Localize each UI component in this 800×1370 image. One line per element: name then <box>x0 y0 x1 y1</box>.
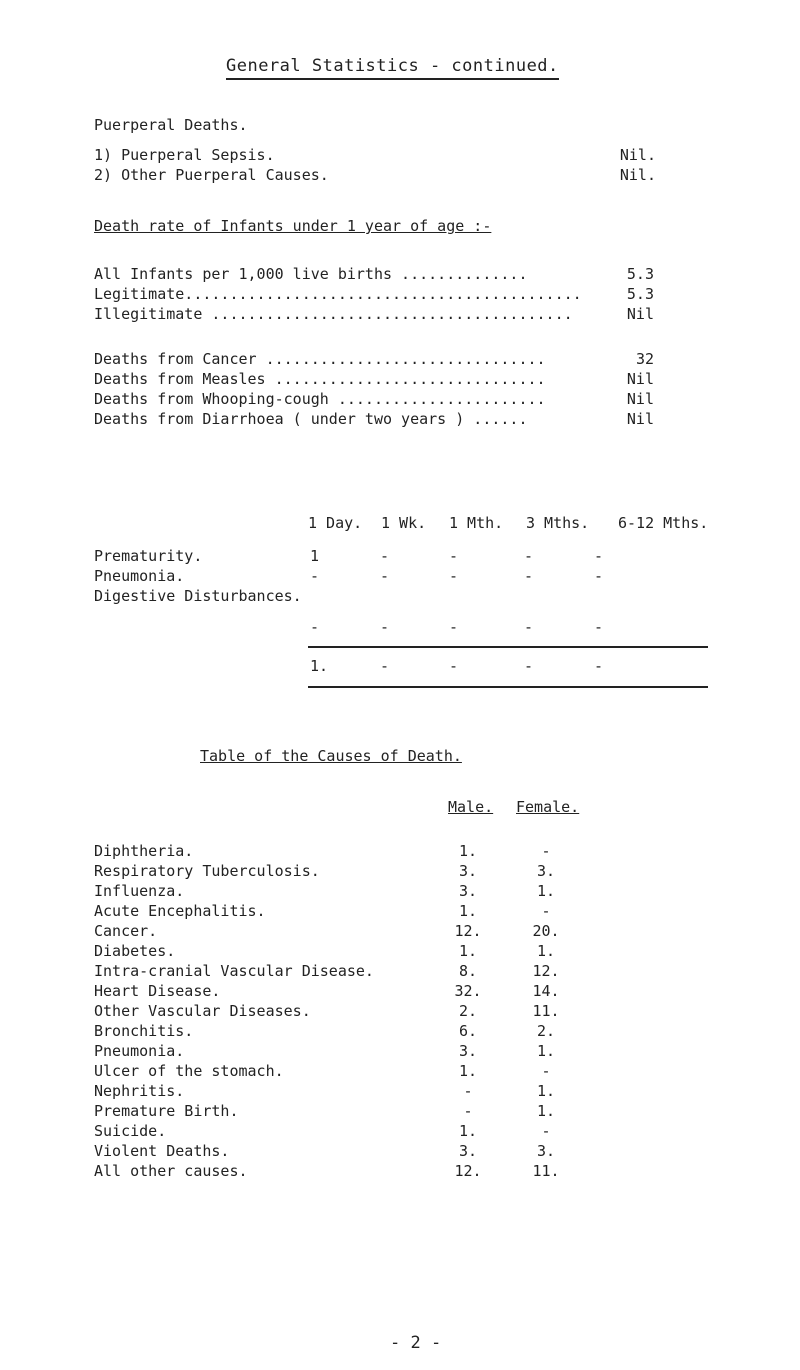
age-cell: - <box>524 547 534 565</box>
causes-heading: Table of the Causes of Death. <box>200 747 462 765</box>
male-count: 2. <box>458 1002 478 1020</box>
male-count: 3. <box>458 862 478 880</box>
male-count: 8. <box>458 962 478 980</box>
cause-label: Other Vascular Diseases. <box>94 1002 311 1020</box>
age-cell: - <box>380 567 390 585</box>
male-count: - <box>463 1082 473 1100</box>
table-row <box>94 1142 654 1162</box>
male-count: 32. <box>454 982 482 1000</box>
female-count: 11. <box>532 1162 560 1180</box>
table-row <box>94 1162 654 1182</box>
table-row <box>94 882 654 902</box>
age-column-header: 1 Day. <box>308 514 363 532</box>
infant-rate-value: 5.3 <box>626 265 654 283</box>
puerperal-label: 1) Puerperal Sepsis. <box>94 146 275 164</box>
male-count: 12. <box>454 922 482 940</box>
female-count: 20. <box>532 922 560 940</box>
female-count: 1. <box>536 1102 556 1120</box>
age-column-header: 1 Mth. <box>449 514 504 532</box>
female-count: 2. <box>536 1022 556 1040</box>
puerperal-heading: Puerperal Deaths. <box>94 116 248 134</box>
table-row <box>94 962 654 982</box>
table-row <box>94 1082 654 1102</box>
cause-label: Influenza. <box>94 882 185 900</box>
cause-label: Violent Deaths. <box>94 1142 230 1160</box>
cause-label: Premature Birth. <box>94 1102 239 1120</box>
male-count: 1. <box>458 1062 478 1080</box>
cause-label: Pneumonia. <box>94 1042 185 1060</box>
table-row <box>94 942 654 962</box>
causes-col-female: Female. <box>516 798 580 816</box>
female-count: 3. <box>536 862 556 880</box>
age-total: 1. <box>310 657 329 675</box>
age-cell: - <box>380 618 390 636</box>
male-count: - <box>463 1102 473 1120</box>
male-count: 3. <box>458 1042 478 1060</box>
causes-col-male: Male. <box>448 798 494 816</box>
female-count: 12. <box>532 962 560 980</box>
female-count: - <box>541 902 551 920</box>
male-count: 3. <box>458 1142 478 1160</box>
deaths-from-value: 32 <box>635 350 654 368</box>
puerperal-value: Nil. <box>619 166 656 184</box>
cause-label: Nephritis. <box>94 1082 185 1100</box>
table-row <box>94 1022 654 1042</box>
age-row-label: Prematurity. <box>94 547 203 565</box>
deaths-from-label: Deaths from Measles .............................. <box>94 370 546 388</box>
age-cell: - <box>594 618 604 636</box>
cause-label: Diphtheria. <box>94 842 194 860</box>
female-count: - <box>541 842 551 860</box>
infant-rate-label: All Infants per 1,000 live births .............. <box>94 265 528 283</box>
table-row <box>94 1062 654 1082</box>
infant-rate-label: Illegitimate ........................................ <box>94 305 573 323</box>
age-total: - <box>524 657 534 675</box>
puerperal-label: 2) Other Puerperal Causes. <box>94 166 329 184</box>
table-rule <box>308 686 708 688</box>
age-cell: - <box>449 618 459 636</box>
cause-label: Ulcer of the stomach. <box>94 1062 284 1080</box>
deaths-from-label: Deaths from Diarrhoea ( under two years ) ...... <box>94 410 528 428</box>
page-number: - 2 - <box>390 1333 442 1353</box>
age-cell: - <box>524 618 534 636</box>
puerperal-value: Nil. <box>619 146 656 164</box>
deaths-from-value: Nil <box>626 390 654 408</box>
female-count: 1. <box>536 1082 556 1100</box>
age-cell: - <box>524 567 534 585</box>
age-total: - <box>594 657 604 675</box>
cause-label: All other causes. <box>94 1162 248 1180</box>
age-cell: - <box>594 547 604 565</box>
age-cell: - <box>310 567 320 585</box>
cause-label: Cancer. <box>94 922 158 940</box>
age-row-label: Pneumonia. <box>94 567 185 585</box>
deaths-from-label: Deaths from Cancer ............................... <box>94 350 546 368</box>
female-count: 1. <box>536 1042 556 1060</box>
age-cell: - <box>594 567 604 585</box>
male-count: 1. <box>458 942 478 960</box>
infant-rate-value: Nil <box>626 305 654 323</box>
age-cell: - <box>310 618 320 636</box>
infant-rate-heading: Death rate of Infants under 1 year of age :- <box>94 217 492 235</box>
female-count: - <box>541 1062 551 1080</box>
table-row <box>94 842 654 862</box>
age-cell: - <box>380 547 390 565</box>
age-column-header: 6-12 Mths. <box>618 514 709 532</box>
page-title: General Statistics - continued. <box>226 56 559 76</box>
female-count: 1. <box>536 942 556 960</box>
cause-label: Acute Encephalitis. <box>94 902 266 920</box>
table-row <box>94 982 654 1002</box>
age-total: - <box>449 657 459 675</box>
female-count: - <box>541 1122 551 1140</box>
age-column-header: 1 Wk. <box>381 514 427 532</box>
age-column-header: 3 Mths. <box>526 514 590 532</box>
title-underline <box>226 78 559 80</box>
infant-rate-value: 5.3 <box>626 285 654 303</box>
table-row <box>94 902 654 922</box>
table-row <box>94 1002 654 1022</box>
male-count: 12. <box>454 1162 482 1180</box>
table-row <box>94 1122 654 1142</box>
infant-rate-label: Legitimate............................................ <box>94 285 582 303</box>
deaths-from-value: Nil <box>626 370 654 388</box>
table-row <box>94 862 654 882</box>
cause-label: Intra-cranial Vascular Disease. <box>94 962 374 980</box>
cause-label: Diabetes. <box>94 942 176 960</box>
male-count: 3. <box>458 882 478 900</box>
age-total: - <box>380 657 390 675</box>
cause-label: Bronchitis. <box>94 1022 194 1040</box>
male-count: 6. <box>458 1022 478 1040</box>
cause-label: Suicide. <box>94 1122 167 1140</box>
male-count: 1. <box>458 902 478 920</box>
male-count: 1. <box>458 1122 478 1140</box>
age-cell: 1 <box>310 547 320 565</box>
deaths-from-value: Nil <box>626 410 654 428</box>
female-count: 11. <box>532 1002 560 1020</box>
female-count: 1. <box>536 882 556 900</box>
female-count: 14. <box>532 982 560 1000</box>
female-count: 3. <box>536 1142 556 1160</box>
cause-label: Respiratory Tuberculosis. <box>94 862 320 880</box>
table-row <box>94 1042 654 1062</box>
age-cell: - <box>449 567 459 585</box>
table-row <box>94 1102 654 1122</box>
age-cell: - <box>449 547 459 565</box>
table-row <box>94 922 654 942</box>
table-rule <box>308 646 708 648</box>
male-count: 1. <box>458 842 478 860</box>
age-row-label: Digestive Disturbances. <box>94 587 302 605</box>
cause-label: Heart Disease. <box>94 982 221 1000</box>
deaths-from-label: Deaths from Whooping-cough ....................... <box>94 390 546 408</box>
